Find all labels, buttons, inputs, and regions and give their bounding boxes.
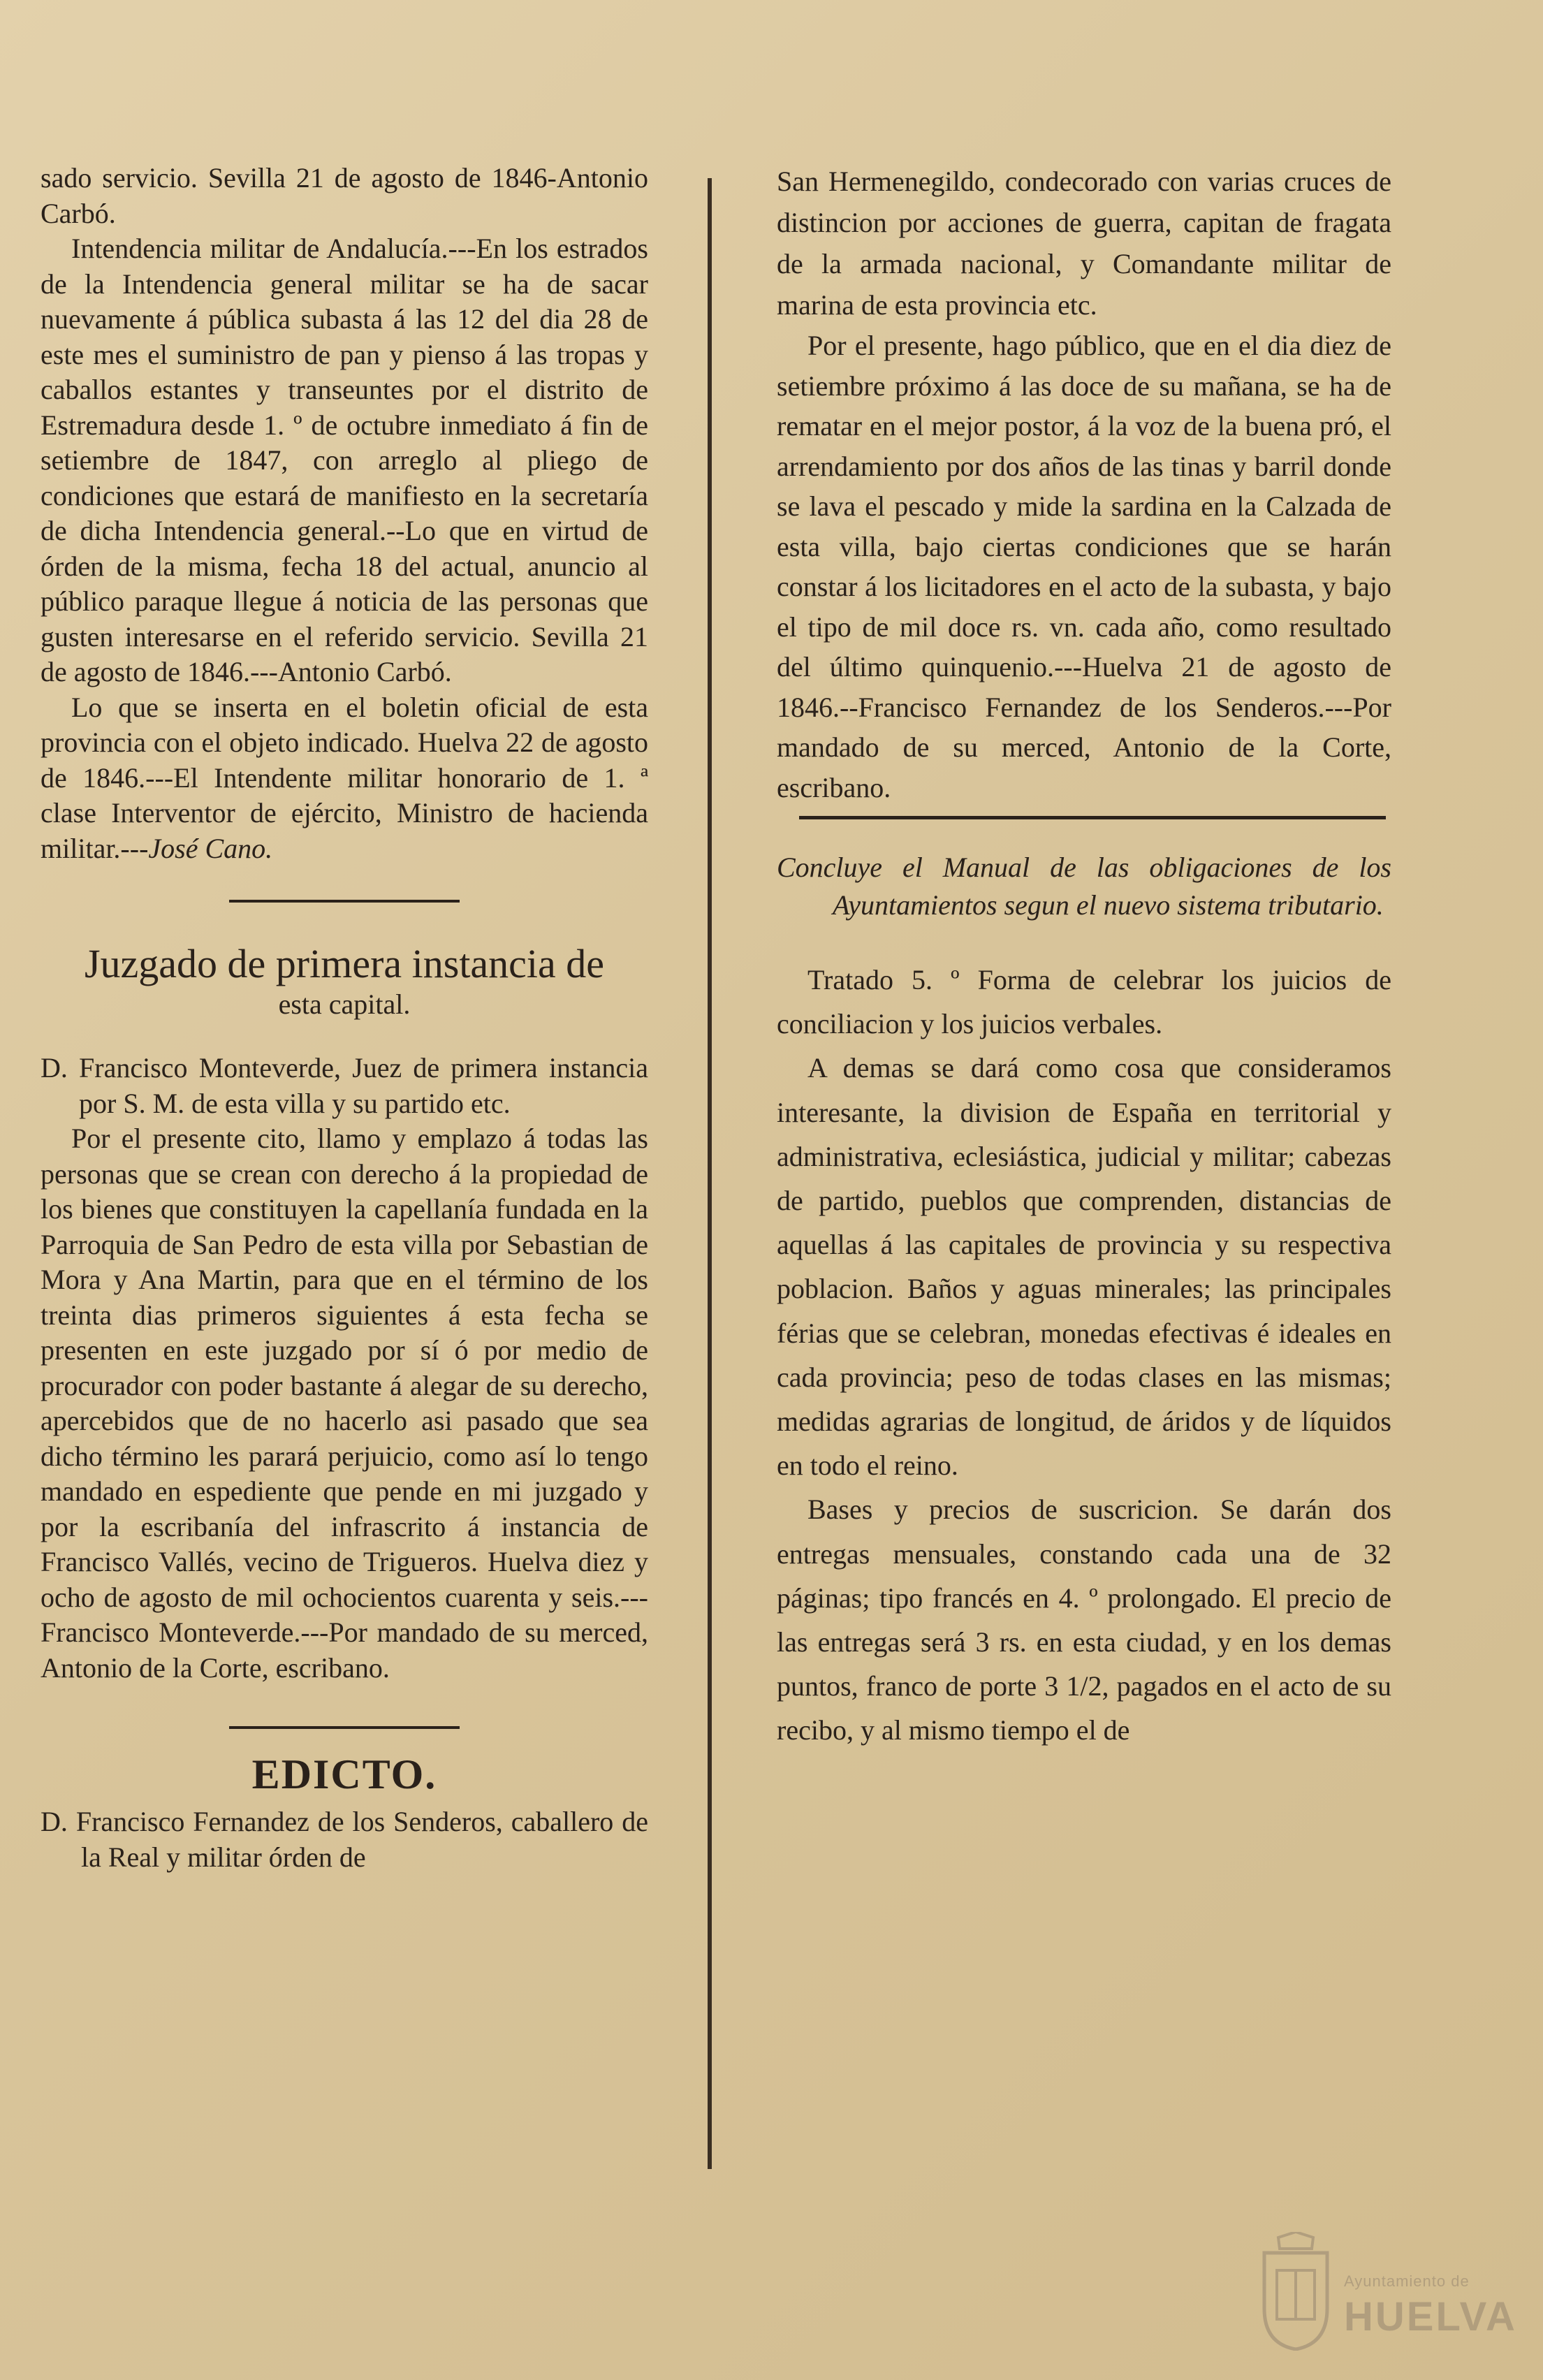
left-paragraph-2: Intendencia militar de Andalucía.---En los estrados de la Intendencia general militar se ha de sacar nuevamente á pública subasta á las 12 del dia 28 de este mes el suministro de pan y pienso á las tropas y caballos estantes y transeuntes por el distrito de Estremadura desde 1. º de octubre inmediato á fin de setiembre de 1847, con arreglo al pliego de condiciones que estará de manifiesto en la secretaría de dicha Intendencia general.--Lo que en virtud de órden de la misma, fecha 18 del actual, anuncio al público paraque llegue á noticia de las personas que gusten interesarse en el referido servicio. Sevilla 21 de agosto de 1846.---Antonio Carbó. (41, 233, 648, 687)
watermark-logo (1257, 2232, 1517, 2365)
column-divider (708, 178, 712, 2169)
left-paragraph-1: sado servicio. Sevilla 21 de agosto de 1846-Antonio Carbó. (41, 162, 648, 229)
left-paragraph-3-text: Lo que se inserta en el boletin oficial de esta provincia con el objeto indicado. Huelva 22 de agosto de 1846.---El Intendente militar honorario de 1. ª clase Interventor de ejército, Ministro de hacienda militar.--- (41, 691, 648, 864)
section-divider (229, 900, 460, 903)
section-divider (799, 816, 1386, 819)
right-paragraph-4: A demas se dará como cosa que consideramos interesante, la division de España en territorial y administrativa, eclesiástica, judicial y militar; cabezas de partido, pueblos que comprenden, distancias de aquellas á las capitales de provincia y su respectiva poblacion. Baños y aguas minerales; las principales férias que se celebran, monedas efectivas é ideales en cada provincia; peso de todas clases en las mismas; medidas agrarias de longitud, de áridos y de líquidos en todo el reino. (777, 1052, 1391, 1482)
section-title-juzgado: Juzgado de primera instancia de (84, 941, 605, 986)
section-title-manual: Concluye el Manual de las obligaciones de los Ayuntamientos segun el nuevo sistema tributario. (777, 852, 1391, 921)
watermark-line-2: HUELVA (1344, 2294, 1517, 2339)
left-column (41, 161, 648, 1875)
signature-jose-cano: José Cano. (148, 832, 273, 864)
watermark-line-1: Ayuntamiento de (1344, 2272, 1470, 2290)
city-shield-icon (1257, 2232, 1334, 2351)
section-title-edicto: EDICTO. (251, 1751, 437, 1797)
left-paragraph-5: Por el presente cito, llamo y emplazo á todas las personas que se crean con derecho á la propiedad de los bienes que constituyen la capellanía fundada en la Parroquia de San Pedro de esta villa por Sebastian de Mora y Ana Martin, para que en el término de los treinta dias primeros siguientes á esta fecha se presenten en este juzgado por sí ó por medio de procurador con poder bastante á alegar de su derecho, apercebidos que de no hacerlo asi pasado que sea dicho término les parará perjuicio, como así lo tengo mandado en espediente que pende en mi juzgado y por la escribanía del infrascrito á instancia de Francisco Vallés, vecino de Trigueros. Huelva diez y ocho de agosto de mil ochocientos cuarenta y seis.---Francisco Monteverde.---Por mandado de su merced, Antonio de la Corte, escribano. (41, 1123, 648, 1684)
right-paragraph-3: Tratado 5. º Forma de celebrar los juicios de conciliacion y los juicios verbales. (777, 964, 1391, 1040)
left-paragraph-3 (41, 690, 648, 867)
section-divider (229, 1726, 460, 1729)
left-paragraph-6: D. Francisco Fernandez de los Senderos, caballero de la Real y militar órden de (41, 1806, 648, 1873)
right-paragraph-5: Bases y precios de suscricion. Se darán dos entregas mensuales, constando cada una de 32 páginas; tipo francés en 4. º prolongado. El precio de las entregas será 3 rs. en esta ciudad, y en los demas puntos, franco de porte 3 1/2, pagados en el acto de su recibo, y al mismo tiempo el de (777, 1494, 1391, 1746)
right-paragraph-1: San Hermenegildo, condecorado con varias cruces de distincion por acciones de guerra, capitan de fragata de la armada nacional, y Comandante militar de marina de esta provincia etc. (777, 166, 1391, 321)
right-column (777, 161, 1391, 1753)
right-paragraph-2: Por el presente, hago público, que en el dia diez de setiembre próximo á las doce de su mañana, se ha de rematar en el mejor postor, á la voz de la buena pró, el arrendamiento por dos años de las tinas y barril donde se lava el pescado y mide la sardina en la Calzada de esta villa, bajo ciertas condiciones que se harán constar á los licitadores en el acto de la subasta, y bajo el tipo de mil doce rs. vn. cada año, como resultado del último quinquenio.---Huelva 21 de agosto de 1846.--Francisco Fernandez de los Senderos.---Por mandado de su merced, Antonio de la Corte, escribano. (777, 330, 1391, 803)
left-paragraph-4: D. Francisco Monteverde, Juez de primera instancia por S. M. de esta villa y su partido etc. (41, 1052, 648, 1119)
section-subtitle-juzgado: esta capital. (278, 988, 411, 1020)
